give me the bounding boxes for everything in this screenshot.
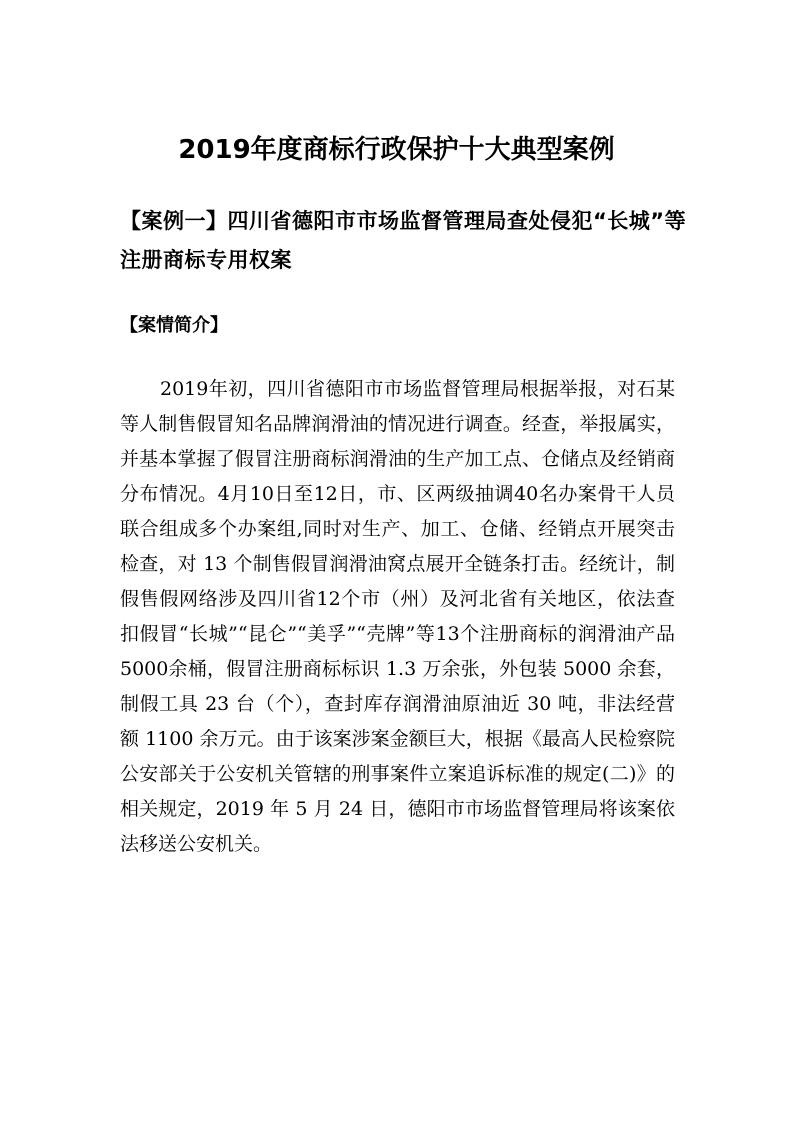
document-title: 2019年度商标行政保护十大典型案例 — [178, 135, 615, 165]
case-summary-label: 【案情简介】 — [120, 315, 228, 336]
case-heading: 【案例一】四川省德阳市市场监督管理局查处侵犯“长城”等注册商标专用权案 — [120, 209, 687, 272]
case-summary-paragraph: 2019年初，四川省德阳市市场监督管理局根据举报，对石某等人制售假冒知名品牌润滑油的情况进行调查。经查，举报属实，并基本掌握了假冒注册商标润滑油的生产加工点、仓储点及经销商分布情况。4月10日至12日，市、区两级抽调40名办案骨干人员联合组成多个办案组,同时对生产、加工、仓储、经销点开展突击检查，对 13 个制售假冒润滑油窝点展开全链条打击。经统计，制假售假网络涉及四川省12个市（州）及河北省有关地区，依法查扣假冒“长城”“昆仑”“美孚”“壳牌”等13个注册商标的润滑油产品5000余桶，假冒注册商标标识 1.3 万余张，外包装 5000 余套，制假工具 23 台（个），查封库存润滑油原油近 30 吨，非法经营额 1100 余万元。由于该案涉案金额巨大，根据《最高人民检察院 公安部关于公安机关管辖的刑事案件立案追诉标准的规定(二)》的相关规定，2019 年 5 月 24 日，德阳市市场监督管理局将该案依法移送公安机关。 — [120, 378, 675, 855]
